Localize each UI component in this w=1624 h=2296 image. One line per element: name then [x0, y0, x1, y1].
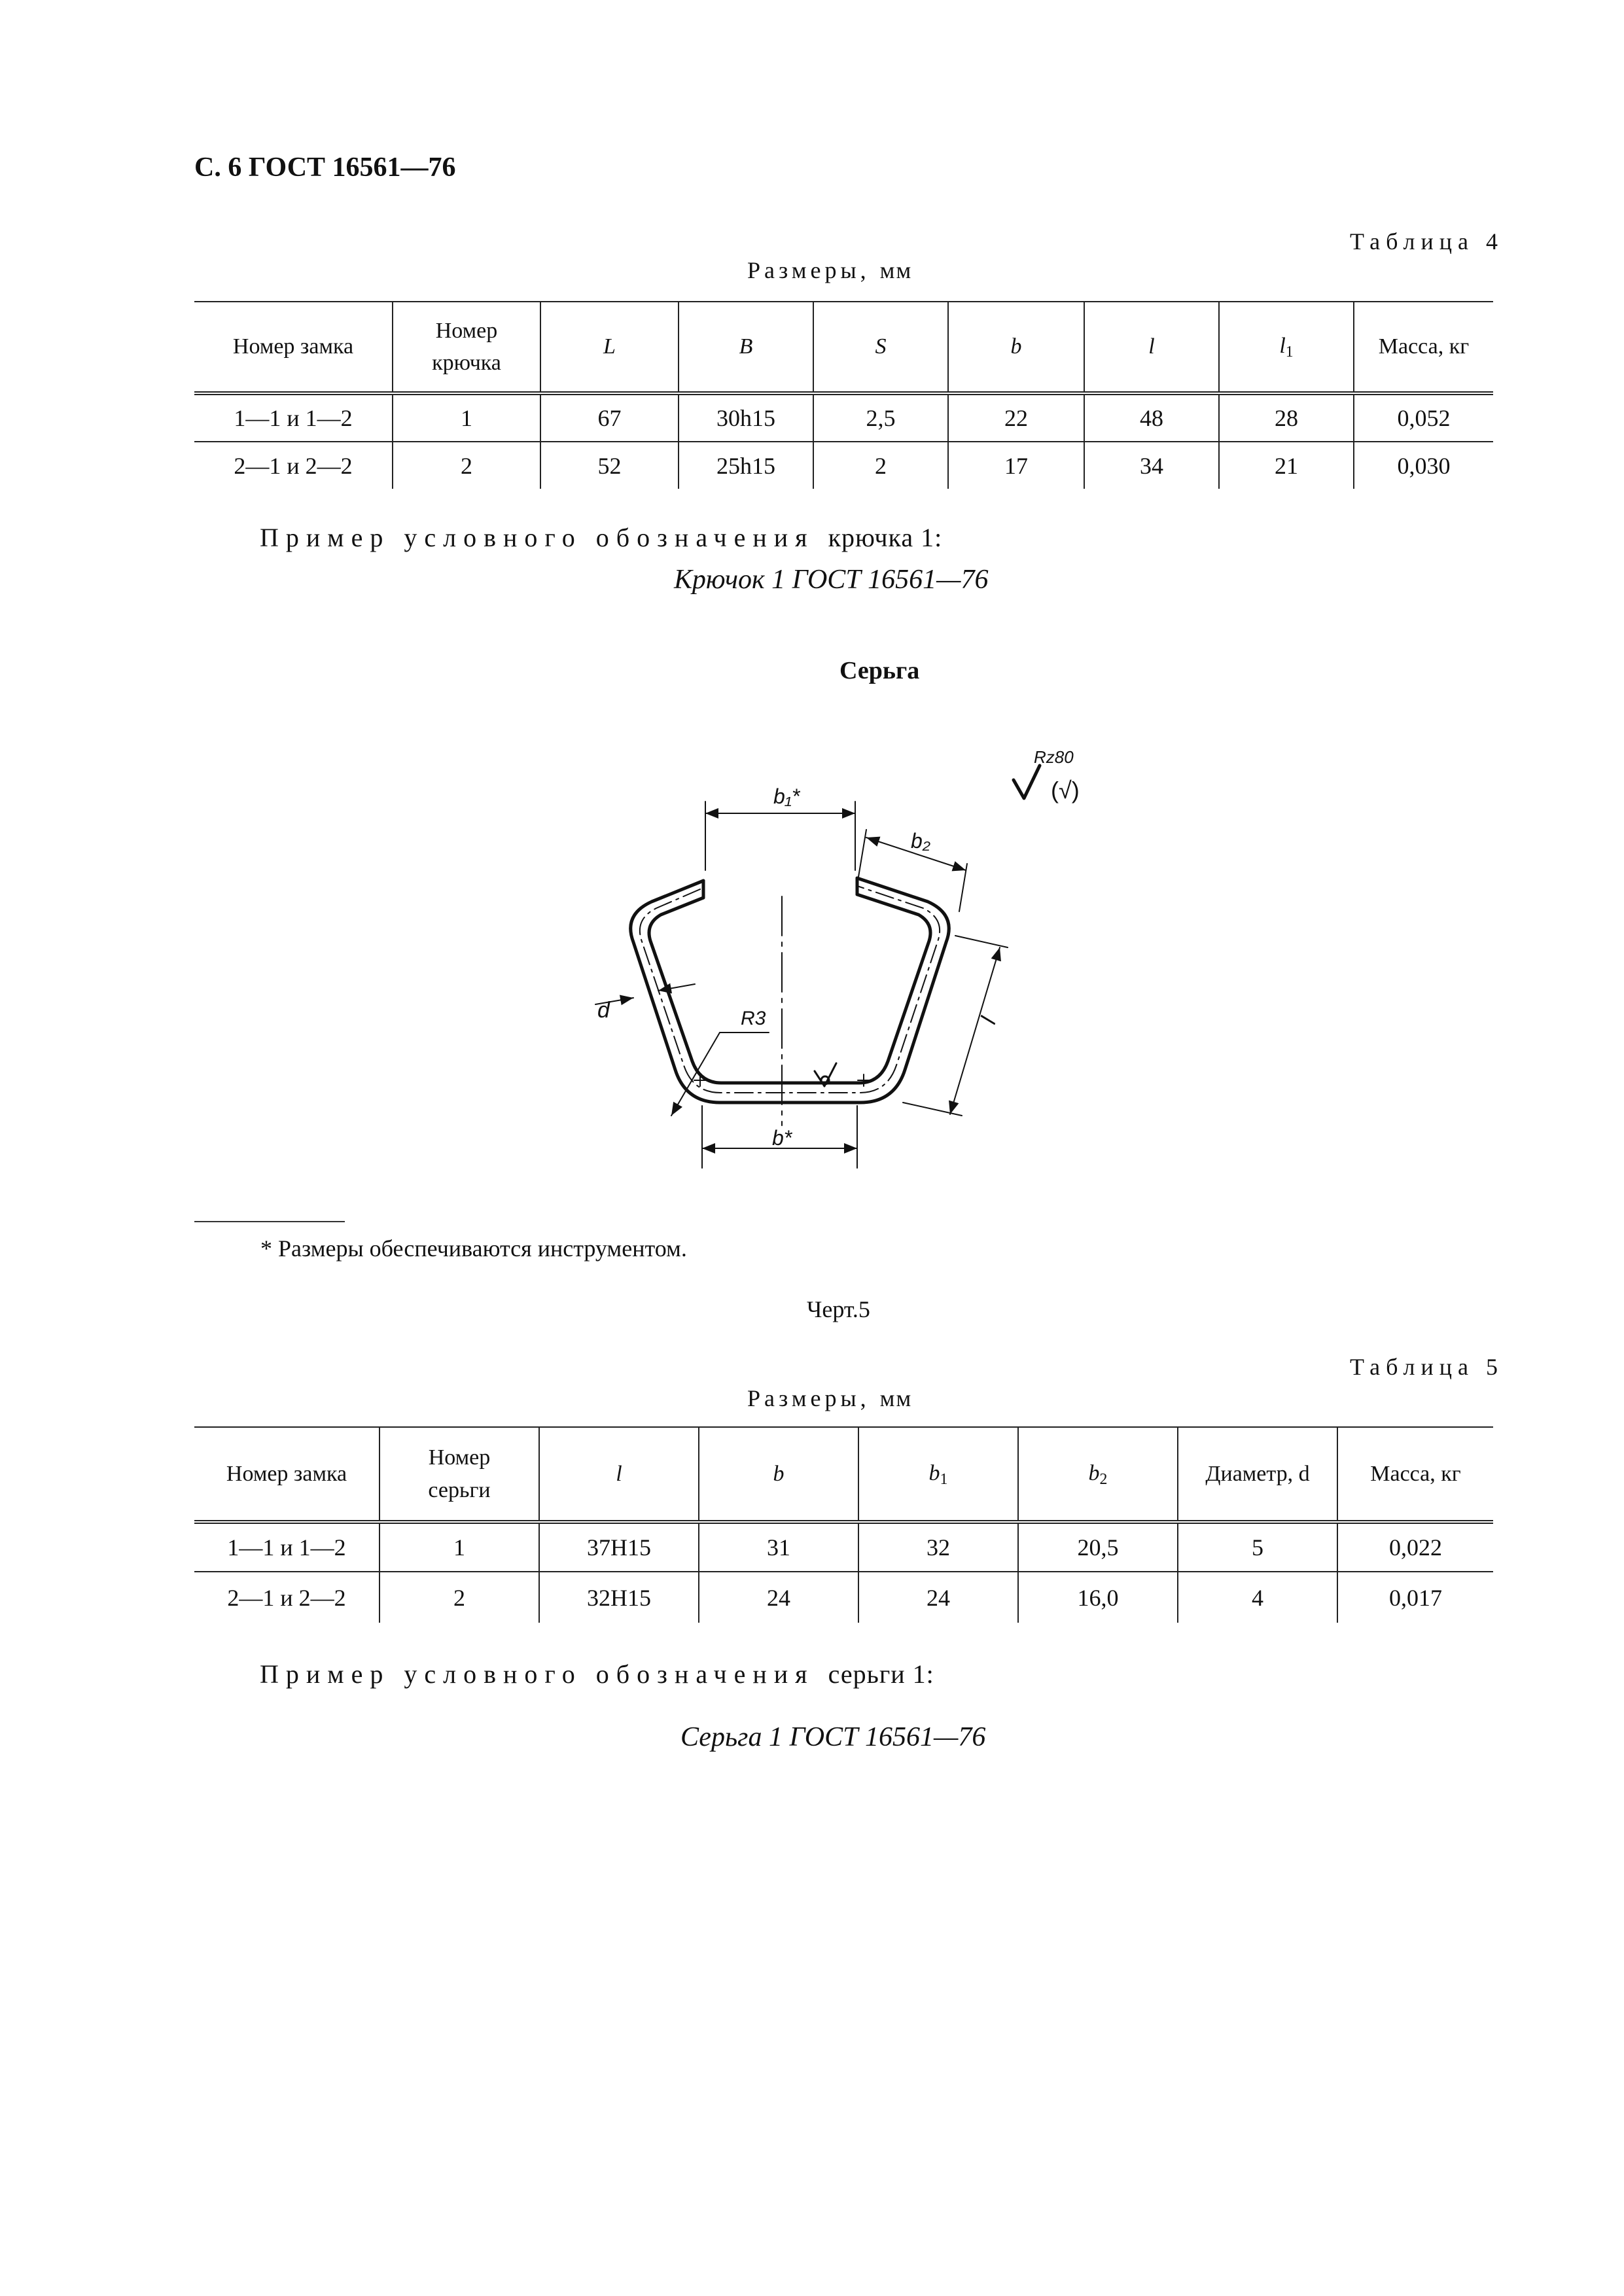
table-cell: 32 — [858, 1522, 1018, 1572]
table4-header-0 — [194, 302, 393, 393]
table-cell: 32H15 — [539, 1572, 699, 1623]
table-cell: 17 — [948, 442, 1084, 489]
header-text: B — [739, 334, 753, 359]
table-cell: 25h15 — [679, 442, 813, 489]
table-cell: 0,030 — [1354, 442, 1493, 489]
table4-header-8 — [1354, 302, 1493, 393]
header-text: b — [1088, 1460, 1100, 1485]
table-cell: 31 — [699, 1522, 858, 1572]
roughness-label: Rz80 — [1034, 747, 1074, 767]
table-cell: 2,5 — [813, 393, 948, 442]
roughness-mark-global — [1014, 766, 1040, 798]
header-text: b — [1010, 334, 1022, 359]
table-cell: 1—1 и 1—2 — [234, 405, 353, 431]
earring-outer-contour — [631, 878, 949, 1103]
dim-label-b2: b₂ — [911, 829, 930, 853]
table4-header-4 — [813, 302, 948, 393]
table-cell: 0,022 — [1337, 1522, 1493, 1572]
header-text: l — [1148, 334, 1155, 359]
table-row — [194, 1572, 1493, 1623]
table-cell: 24 — [858, 1572, 1018, 1623]
header-text: Масса, кг — [1378, 334, 1470, 359]
table-cell: 0,017 — [1337, 1572, 1493, 1623]
header-subscript: 1 — [940, 1470, 948, 1488]
header-subscript: 1 — [1285, 344, 1294, 361]
header-text: b — [928, 1460, 940, 1485]
table5-header-2 — [539, 1427, 699, 1522]
table-row — [194, 393, 1493, 442]
earring-drawing — [576, 739, 1139, 1197]
table4-header-7 — [1219, 302, 1354, 393]
table4-header-3 — [679, 302, 813, 393]
page-header: С. 6 ГОСТ 16561—76 — [194, 152, 456, 183]
table-cell: 48 — [1084, 393, 1219, 442]
table-cell: 52 — [540, 442, 679, 489]
table-cell: 2 — [813, 442, 948, 489]
table5-header-3 — [699, 1427, 858, 1522]
table-row — [194, 442, 1493, 489]
table-cell: 4 — [1178, 1572, 1337, 1623]
example1-lead: Пример условного обозначения — [260, 523, 815, 552]
figure-title: Серьга — [839, 657, 920, 684]
table-cell: 2—1 и 2—2 — [194, 442, 393, 489]
dim-label-l: l — [976, 1014, 1002, 1027]
table-cell: 24 — [699, 1572, 858, 1623]
earring-inner-contour — [649, 894, 930, 1083]
example2-designation: Серьга 1 ГОСТ 16561—76 — [680, 1722, 986, 1752]
table-cell: 1—1 и 1—2 — [227, 1534, 346, 1561]
header-text: l — [616, 1461, 622, 1486]
figure-caption: Черт.5 — [807, 1296, 870, 1322]
table5-label: Таблица 5 — [1350, 1354, 1504, 1380]
example1-text — [260, 522, 942, 553]
dimensions-word: Размеры, — [747, 1385, 870, 1411]
dim-label-b1: b₁* — [773, 785, 800, 808]
table4-header-2 — [540, 302, 679, 393]
table-cell: 2 — [393, 442, 540, 489]
header-text: Диаметр, d — [1205, 1461, 1310, 1486]
example1-designation: Крючок 1 ГОСТ 16561—76 — [674, 565, 989, 595]
header-text: Номер замка — [232, 334, 354, 359]
table-cell: 20,5 — [1018, 1522, 1178, 1572]
table-cell: 37H15 — [539, 1522, 699, 1572]
header-text: Номер крючка — [432, 318, 501, 375]
dimensions-word: Размеры, — [747, 257, 870, 283]
table-cell: 67 — [540, 393, 679, 442]
header-text: L — [603, 334, 616, 359]
table-cell: 2—1 и 2—2 — [194, 1572, 380, 1623]
dim-label-b: b* — [772, 1126, 792, 1150]
header-text: l — [1279, 334, 1286, 359]
table5-dimensions-caption — [747, 1385, 912, 1412]
radius-label: R3 — [741, 1008, 766, 1029]
table4-header-1 — [393, 302, 540, 393]
table-cell: 22 — [948, 393, 1084, 442]
header-text: S — [875, 334, 887, 359]
table5-header-4 — [858, 1427, 1018, 1522]
table-cell: 2 — [380, 1572, 539, 1623]
table4-label: Таблица 4 — [1350, 228, 1504, 255]
table-cell: 21 — [1219, 442, 1354, 489]
unit-mm: мм — [879, 1385, 913, 1411]
example2-tail: серьги 1: — [828, 1659, 934, 1689]
table5-header-6 — [1178, 1427, 1337, 1522]
example2-lead: Пример условного обозначения — [260, 1659, 815, 1689]
table4-header-6 — [1084, 302, 1219, 393]
header-text: b — [773, 1461, 785, 1486]
footnote-rule — [194, 1221, 345, 1222]
table5-header-1 — [380, 1427, 539, 1522]
unit-mm: мм — [879, 257, 913, 283]
header-text: Номер серьги — [428, 1445, 491, 1502]
table-cell: 34 — [1084, 442, 1219, 489]
header-text: Масса, кг — [1370, 1461, 1461, 1486]
roughness-paren: (√) — [1051, 777, 1080, 804]
table-4 — [194, 301, 1493, 489]
table-5 — [194, 1426, 1493, 1623]
footnote: * Размеры обеспечиваются инструментом. — [260, 1235, 687, 1262]
dim-label-d: d — [597, 998, 610, 1023]
header-text: Номер замка — [226, 1461, 347, 1486]
table4-header-5 — [948, 302, 1084, 393]
table-row — [194, 1522, 1493, 1572]
table-cell: 5 — [1178, 1522, 1337, 1572]
table-cell: 16,0 — [1018, 1572, 1178, 1623]
example1-tail: крючка 1: — [828, 523, 943, 552]
table-cell: 0,052 — [1354, 393, 1493, 442]
table4-dimensions-caption — [747, 256, 912, 284]
table5-header-5 — [1018, 1427, 1178, 1522]
table5-header-7 — [1337, 1427, 1493, 1522]
table-cell: 28 — [1219, 393, 1354, 442]
header-subscript: 2 — [1099, 1470, 1108, 1488]
table-cell: 1 — [380, 1522, 539, 1572]
table-cell: 30h15 — [679, 393, 813, 442]
table-cell: 1 — [393, 393, 540, 442]
example2-text — [260, 1659, 934, 1689]
table5-header-0 — [194, 1427, 380, 1522]
